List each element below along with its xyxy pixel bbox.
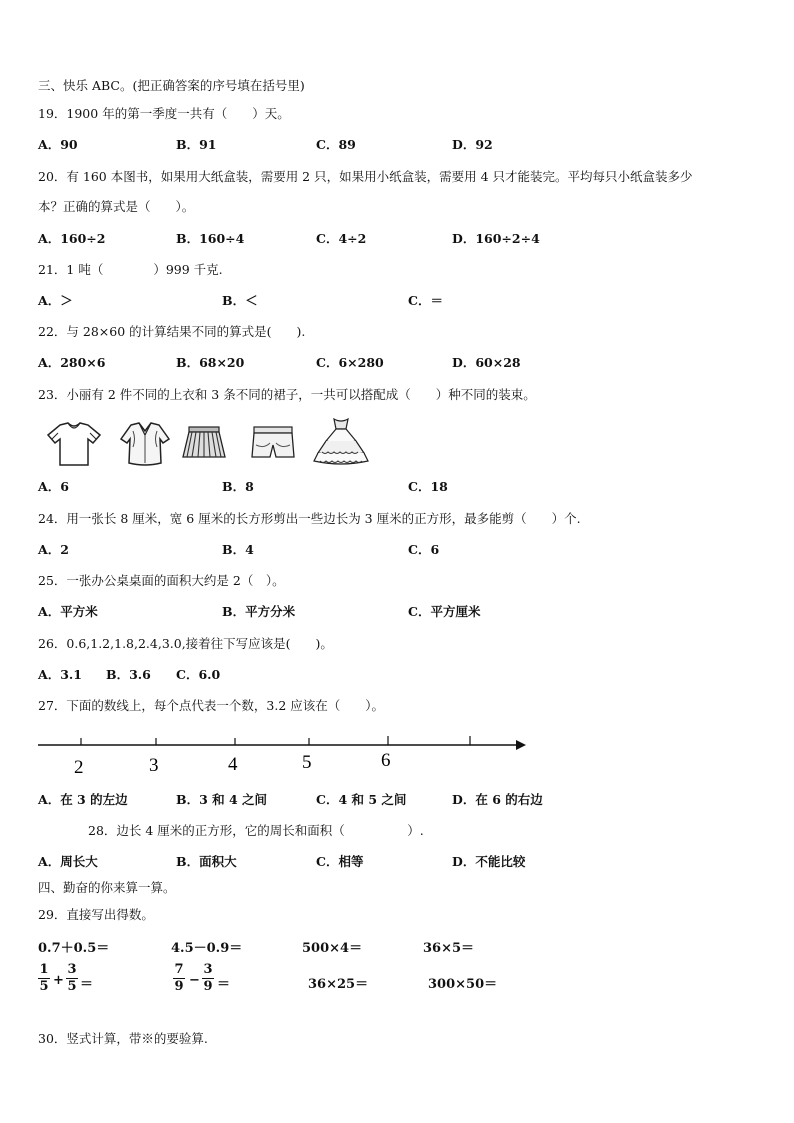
tick-label-6: 6	[381, 750, 391, 771]
blouse-icon	[118, 421, 172, 467]
q23-option-b: B．8	[222, 479, 254, 494]
q24-option-b: B．4	[222, 542, 254, 557]
q20-option-b: B．160÷4	[176, 231, 245, 246]
q24-option-a: A．2	[38, 542, 69, 557]
equals-sign: ＝	[217, 977, 231, 992]
shirt-icon	[46, 421, 102, 467]
shorts-icon	[250, 425, 296, 461]
q19-option-a: A．90	[38, 137, 78, 152]
plus-sign: +	[53, 973, 64, 988]
q22-option-d: D．60×28	[452, 355, 521, 370]
q28-option-a: A．周长大	[38, 854, 98, 869]
denominator: 5	[67, 978, 77, 994]
q28-option-d: D．不能比较	[452, 854, 526, 869]
calc-8: 300×50＝	[428, 977, 498, 992]
q20-option-d: D．160÷2÷4	[452, 231, 540, 246]
q23-option-a: A．6	[38, 479, 69, 494]
question-23: 23．小丽有 2 件不同的上衣和 3 条不同的裙子，一共可以搭配成（ ）种不同的装束。	[38, 387, 536, 402]
fraction-3-5	[66, 963, 78, 993]
calc-1: 0.7＋0.5＝	[38, 941, 110, 956]
number-line	[36, 728, 530, 778]
q28-option-c: C．相等	[316, 854, 364, 869]
section-title-4: 四、勤奋的你来算一算。	[38, 880, 176, 895]
numerator: 1	[39, 962, 49, 977]
numerator: 3	[203, 962, 213, 977]
calc-4: 36×5＝	[423, 941, 475, 956]
denominator: 9	[174, 978, 184, 994]
fraction-3-9	[202, 963, 214, 993]
question-25: 25．一张办公桌桌面的面积大约是 2（ ）。	[38, 573, 285, 588]
q26-option-c: C．6.0	[176, 667, 221, 682]
q21-option-c: C．＝	[408, 293, 443, 308]
q27-option-d: D．在 6 的右边	[452, 792, 543, 807]
tick-label-2: 2	[74, 757, 84, 778]
section-title-3: 三、快乐 ABC。(把正确答案的序号填在括号里)	[38, 78, 305, 93]
q25-option-a: A．平方米	[38, 604, 98, 619]
numerator: 7	[174, 962, 184, 977]
q21-option-a: A．＞	[38, 293, 73, 308]
question-28: 28．边长 4 厘米的正方形，它的周长和面积（ ）.	[88, 823, 424, 838]
calc-7: 36×25＝	[308, 977, 369, 992]
numerator: 3	[67, 962, 77, 977]
question-21: 21．1 吨（ ）999 千克.	[38, 262, 223, 277]
denominator: 5	[39, 978, 49, 994]
calc-2: 4.5－0.9＝	[171, 941, 243, 956]
question-27: 27．下面的数线上，每个点代表一个数，3.2 应该在（ ）。	[38, 698, 385, 713]
q23-option-c: C．18	[408, 479, 448, 494]
q26-option-b: B．3.6	[106, 667, 151, 682]
question-24: 24．用一张长 8 厘米，宽 6 厘米的长方形剪出一些边长为 3 厘米的正方形，最多能剪（ ）个.	[38, 511, 581, 526]
denominator: 9	[203, 978, 213, 994]
q25-option-c: C．平方厘米	[408, 604, 481, 619]
q27-option-a: A．在 3 的左边	[38, 792, 128, 807]
q20-option-c: C．4÷2	[316, 231, 367, 246]
minus-sign: −	[189, 973, 200, 988]
fraction-7-9	[173, 963, 185, 993]
q20-option-a: A．160÷2	[38, 231, 106, 246]
question-29: 29．直接写出得数。	[38, 907, 154, 922]
tick-label-4: 4	[228, 754, 238, 775]
q27-option-c: C．4 和 5 之间	[316, 792, 407, 807]
question-20-line1: 20．有 160 本图书，如果用大纸盒装，需要用 2 只，如果用小纸盒装，需要用 4 只才能装完。平均每只小纸盒装多少	[38, 169, 693, 184]
q28-option-b: B．面积大	[176, 854, 237, 869]
q27-option-b: B．3 和 4 之间	[176, 792, 268, 807]
calc-3: 500×4＝	[302, 941, 363, 956]
question-30: 30．竖式计算，带※的要验算.	[38, 1031, 208, 1046]
q24-option-c: C．6	[408, 542, 440, 557]
question-22: 22．与 28×60 的计算结果不同的算式是( ).	[38, 324, 306, 339]
ruffle-skirt-icon	[312, 417, 370, 467]
q21-option-b: B．＜	[222, 293, 258, 308]
question-19: 19．1900 年的第一季度一共有（ ）天。	[38, 106, 290, 121]
tick-label-5: 5	[302, 752, 312, 773]
skirt-icon	[181, 425, 227, 459]
q19-option-c: C．89	[316, 137, 356, 152]
q19-option-b: B．91	[176, 137, 217, 152]
q25-option-b: B．平方分米	[222, 604, 296, 619]
question-20-line2: 本？正确的算式是（ ）。	[38, 199, 195, 214]
q19-option-d: D．92	[452, 137, 493, 152]
fraction-1-5	[38, 963, 50, 993]
equals-sign: ＝	[80, 977, 94, 992]
q22-option-b: B．68×20	[176, 355, 245, 370]
number-line-arrow	[516, 740, 526, 750]
question-26: 26．0.6,1.2,1.8,2.4,3.0,接着往下写应该是( )。	[38, 636, 333, 651]
q22-option-c: C．6×280	[316, 355, 384, 370]
tick-label-3: 3	[149, 755, 159, 776]
q22-option-a: A．280×6	[38, 355, 106, 370]
q26-option-a: A．3.1	[38, 667, 82, 682]
